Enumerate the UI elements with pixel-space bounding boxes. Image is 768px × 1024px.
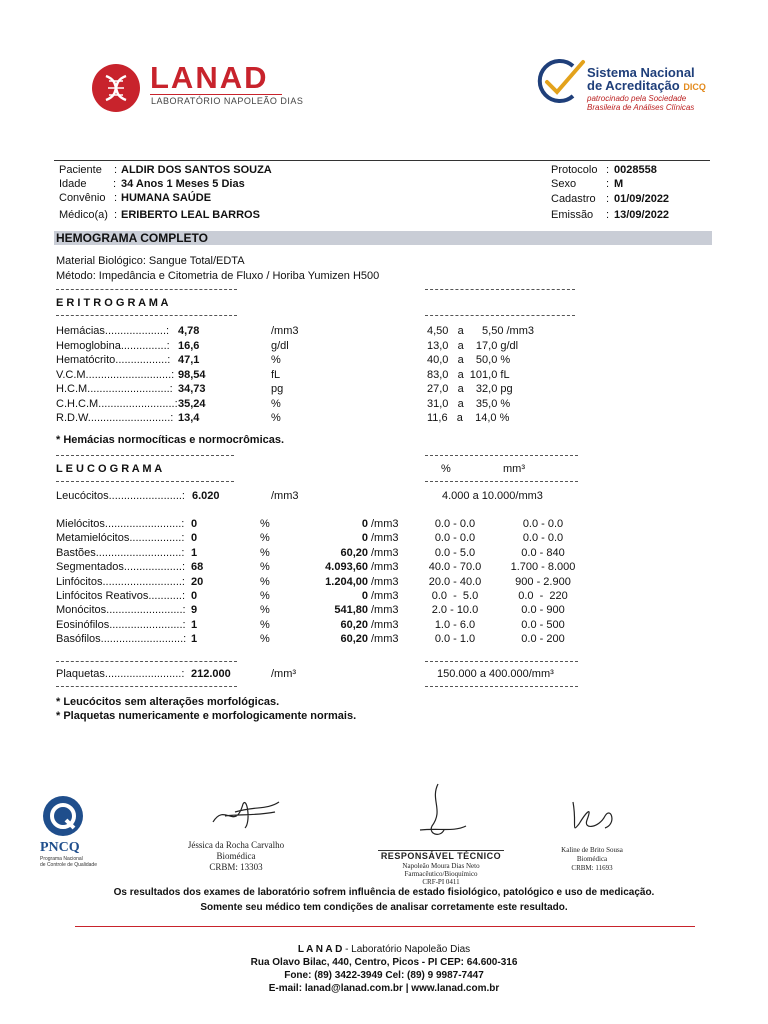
divider	[56, 686, 237, 687]
leucograma-title: L E U C O G R A M A	[56, 463, 163, 475]
emissao-value: 13/09/2022	[614, 209, 670, 221]
leuco-ref-pct: 20.0 - 40.0	[428, 576, 482, 588]
eritro-label: Hemoglobina...............:	[56, 340, 170, 352]
leuco-value: 1	[191, 633, 198, 645]
leuco-label: Linfócitos Reativos...........:	[56, 590, 185, 602]
leuco-ref-pct: 0.0 - 1.0	[434, 633, 476, 645]
leuco-unit: /mm3	[371, 576, 399, 588]
cadastro-value: 01/09/2022	[614, 193, 670, 205]
divider	[425, 455, 578, 456]
lanad-logo-word: LANAD	[150, 60, 269, 95]
eritro-unit: pg	[271, 383, 284, 395]
protocolo-colon: :	[606, 164, 610, 176]
divider	[425, 686, 578, 687]
leuco-unit: /mm3	[371, 561, 399, 573]
sig1-role: Biomédica	[216, 851, 256, 861]
plaquetas-ref: 150.000 a 400.000/mm³	[437, 668, 554, 680]
sig1-reg: CRBM: 13303	[209, 862, 263, 872]
leuco-unit: /mm3	[371, 518, 399, 530]
sig1-name: Jéssica da Rocha Carvalho	[187, 840, 285, 850]
sig3-name: Kaline de Brito Sousa	[561, 846, 623, 854]
eritro-unit: %	[271, 412, 281, 424]
eritro-label: H.C.M...........................:	[56, 383, 173, 395]
pncq-word: PNCQ	[40, 840, 80, 855]
lanad-logo-subtitle: LABORATÓRIO NAPOLEÃO DIAS	[151, 96, 304, 106]
eritro-unit: g/dl	[271, 340, 289, 352]
plaquetas-label: Plaquetas.........................:	[56, 668, 185, 680]
plaquetas-value: 212.000	[191, 668, 231, 680]
medico-label: Médico(a)	[59, 209, 108, 221]
leuco-ref-abs: 900 - 2.900	[515, 576, 571, 588]
leuco-ref-pct: 2.0 - 10.0	[431, 604, 479, 616]
signature-2-text	[368, 851, 514, 886]
leucograma-col-pct: %	[441, 463, 451, 475]
leuco-label: Metamielócitos.................:	[56, 532, 185, 544]
leuco-value: 20	[191, 576, 204, 588]
leuco-label: Linfócitos..........................:	[56, 576, 185, 588]
leuco-label: Basófilos...........................:	[56, 633, 187, 645]
leuco-pct: %	[260, 518, 270, 530]
sexo-label: Sexo	[551, 178, 577, 190]
sexo-value: M	[614, 178, 624, 190]
lanad-logo-divider	[150, 94, 282, 95]
eritro-ref: 11,6 a 14,0 %	[427, 412, 510, 424]
sig2-name: Napoleão Moura Dias Neto	[402, 862, 480, 870]
leuco-pct: %	[260, 547, 270, 559]
leuco-value: 68	[191, 561, 204, 573]
leuco-value: 0	[191, 532, 198, 544]
leuco-ref-abs: 0.0 - 0.0	[522, 532, 564, 544]
leuco-unit: /mm3	[371, 604, 399, 616]
exam-material: Material Biológico: Sangue Total/EDTA	[56, 255, 245, 267]
signature-3-text	[540, 846, 644, 873]
leucocitos-label: Leucócitos........................:	[56, 490, 185, 502]
eritrograma-note: * Hemácias normocíticas e normocrômicas.	[56, 434, 285, 446]
leuco-ref-abs: 0.0 - 900	[521, 604, 565, 616]
footer-email-link[interactable]: E-mail: lanad@lanad.com.br	[268, 983, 403, 994]
accreditation-line2	[587, 79, 706, 94]
leuco-ref-pct: 0.0 - 0.0	[434, 532, 476, 544]
leuco-ref-pct: 40.0 - 70.0	[428, 561, 482, 573]
paciente-colon: :	[114, 164, 118, 176]
leuco-unit: /mm3	[371, 633, 399, 645]
sig2-role: Farmacêutico/Bioquímico	[404, 870, 478, 878]
leuco-pct: %	[260, 561, 270, 573]
footer-brand: L A N A D	[297, 944, 343, 955]
leuco-unit: /mm3	[371, 619, 399, 631]
leuco-pct: %	[260, 532, 270, 544]
eritro-value: 4,78	[178, 325, 200, 337]
leuco-value: 0	[191, 518, 198, 530]
leuco-ref-abs: 0.0 - 500	[521, 619, 565, 631]
divider	[56, 661, 237, 662]
eritro-unit: fL	[271, 369, 281, 381]
leuco-pct: %	[260, 604, 270, 616]
leuco-abs: 60,20	[340, 547, 368, 559]
emissao-label: Emissão	[551, 209, 594, 221]
protocolo-label: Protocolo	[551, 164, 598, 176]
leuco-ref-abs: 0.0 - 220	[518, 590, 568, 602]
footer-phone: Fone: (89) 3422-3949 Cel: (89) 9 9987-7447	[284, 970, 484, 981]
leuco-ref-pct: 0.0 - 5.0	[431, 590, 479, 602]
leuco-ref-abs: 0.0 - 840	[521, 547, 565, 559]
accreditation-line2-text: de Acreditação	[587, 78, 680, 93]
leuco-label: Eosinófilos........................:	[56, 619, 186, 631]
idade-colon: :	[113, 178, 117, 190]
convenio-value: HUMANA SAÚDE	[121, 192, 212, 204]
eritro-ref: 13,0 a 17,0 g/dl	[427, 340, 519, 352]
leuco-abs: 0	[361, 532, 368, 544]
eritro-value: 13,4	[178, 412, 200, 424]
leuco-abs: 0	[361, 590, 368, 602]
header-divider	[54, 160, 710, 161]
eritrograma-title: E R I T R O G R A M A	[56, 297, 169, 309]
leucocitos-ref: 4.000 a 10.000/mm3	[442, 490, 543, 502]
pncq-sub	[40, 856, 97, 868]
emissao-colon: :	[606, 209, 610, 221]
convenio-label: Convênio	[59, 192, 106, 204]
leuco-ref-pct: 0.0 - 5.0	[434, 547, 476, 559]
leucocitos-value: 6.020	[192, 490, 220, 502]
accreditation-line1: Sistema Nacional	[587, 65, 695, 80]
leuco-label: Mielócitos.........................:	[56, 518, 185, 530]
leuco-pct: %	[260, 619, 270, 631]
footer-brand-rest: - Laboratório Napoleão Dias	[342, 944, 471, 955]
leuco-ref-abs: 0.0 - 200	[521, 633, 565, 645]
leuco-unit: /mm3	[371, 532, 399, 544]
eritro-unit: /mm3	[271, 325, 299, 337]
divider	[56, 481, 234, 482]
lanad-logo-mark	[92, 64, 140, 112]
divider	[425, 661, 578, 662]
accreditation-text	[587, 66, 706, 112]
protocolo-value: 0028558	[614, 164, 657, 176]
leuco-value: 1	[191, 547, 198, 559]
footer-divider	[75, 926, 695, 927]
pncq-sub1: Programa Nacional	[40, 856, 83, 862]
signature-3-mark	[565, 794, 621, 838]
leucograma-col-mm3: mm³	[503, 463, 525, 475]
divider	[425, 481, 578, 482]
exam-method: Método: Impedância e Citometria de Fluxo / Horiba Yumizen H500	[56, 270, 380, 282]
footer-address: Rua Olavo Bilac, 440, Centro, Picos - PI CEP: 64.600-316	[250, 957, 518, 968]
sig3-reg: CRBM: 11693	[571, 864, 613, 872]
leuco-abs: 4.093,60	[325, 561, 368, 573]
leuco-abs: 60,20	[340, 619, 368, 631]
eritro-label: R.D.W...........................:	[56, 412, 174, 424]
leuco-pct: %	[260, 576, 270, 588]
eritro-label: Hematócrito.................:	[56, 354, 171, 366]
plaquetas-unit: /mm³	[271, 668, 297, 680]
footer-web-link[interactable]: www.lanad.com.br	[411, 983, 500, 994]
idade-label: Idade	[59, 178, 87, 190]
eritro-value: 35,24	[178, 398, 206, 410]
eritro-label: Hemácias....................:	[56, 325, 170, 337]
leuco-value: 9	[191, 604, 198, 616]
eritro-ref: 40,0 a 50,0 %	[427, 354, 511, 366]
leuco-value: 0	[191, 590, 198, 602]
leuco-ref-abs: 1.700 - 8.000	[510, 561, 576, 573]
eritro-value: 47,1	[178, 354, 200, 366]
leuco-abs: 60,20	[340, 633, 368, 645]
eritro-label: V.C.M............................:	[56, 369, 175, 381]
plaquetas-note: * Plaquetas numericamente e morfologicamente normais.	[56, 710, 357, 722]
sig3-role: Biomédica	[576, 855, 608, 863]
signature-2-mark	[410, 780, 470, 846]
divider	[56, 315, 237, 316]
eritro-unit: %	[271, 398, 281, 410]
disclaimer-line1: Os resultados dos exames de laboratório sofrem influência de estado fisiológico, patológico e uso de medicação.	[113, 887, 655, 898]
eritro-ref: 83,0 a 101,0 fL	[427, 369, 510, 381]
sig2-reg: CRF-PI 0411	[422, 878, 460, 886]
signature-1-text	[176, 840, 296, 873]
sexo-colon: :	[606, 178, 610, 190]
divider	[425, 315, 575, 316]
eritro-ref: 27,0 a 32,0 pg	[427, 383, 513, 395]
divider	[56, 455, 234, 456]
footer-contact	[0, 983, 768, 994]
pncq-sub2: de Controle de Qualidade	[40, 862, 97, 868]
leuco-label: Bastões............................:	[56, 547, 185, 559]
leuco-ref-pct: 0.0 - 0.0	[434, 518, 476, 530]
eritro-label: C.H.C.M.........................:	[56, 398, 178, 410]
leuco-label: Monócitos.........................:	[56, 604, 186, 616]
convenio-colon: :	[114, 192, 118, 204]
footer-line1	[0, 944, 768, 955]
accreditation-check-icon	[533, 56, 589, 106]
leuco-value: 1	[191, 619, 198, 631]
eritro-value: 16,6	[178, 340, 200, 352]
medico-colon: :	[114, 209, 118, 221]
leuco-ref-abs: 0.0 - 0.0	[522, 518, 564, 530]
disclaimer-line2: Somente seu médico tem condições de analisar corretamente este resultado.	[200, 902, 568, 913]
footer-separator: |	[402, 983, 412, 994]
leuco-label: Segmentados...................:	[56, 561, 186, 573]
divider	[56, 289, 237, 290]
leuco-unit: /mm3	[371, 547, 399, 559]
eritro-value: 98,54	[178, 369, 206, 381]
accreditation-line3: patrocinado pela Sociedade	[587, 94, 687, 103]
idade-value: 34 Anos 1 Meses 5 Dias	[121, 178, 245, 190]
leucocitos-unit: /mm3	[271, 490, 299, 502]
leuco-abs: 1.204,00	[325, 576, 368, 588]
leuco-unit: /mm3	[371, 590, 399, 602]
leuco-ref-pct: 1.0 - 6.0	[434, 619, 476, 631]
eritro-unit: %	[271, 354, 281, 366]
cadastro-colon: :	[606, 193, 610, 205]
leucocitos-note: * Leucócitos sem alterações morfológicas.	[56, 696, 280, 708]
accreditation-tag: DICQ	[683, 82, 706, 92]
eritro-value: 34,73	[178, 383, 206, 395]
eritro-ref: 31,0 a 35,0 %	[427, 398, 511, 410]
leuco-abs: 0	[361, 518, 368, 530]
signature-1-mark	[205, 792, 285, 838]
divider	[425, 289, 575, 290]
eritro-ref: 4,50 a 5,50 /mm3	[427, 325, 534, 337]
medico-value: ERIBERTO LEAL BARROS	[121, 209, 260, 221]
accreditation-line4: Brasileira de Análises Clínicas	[587, 103, 695, 112]
leuco-pct: %	[260, 633, 270, 645]
paciente-label: Paciente	[59, 164, 102, 176]
paciente-value: ALDIR DOS SANTOS SOUZA	[121, 164, 272, 176]
pncq-logo-icon	[40, 795, 86, 839]
leuco-abs: 541,80	[334, 604, 368, 616]
leuco-pct: %	[260, 590, 270, 602]
exam-title: HEMOGRAMA COMPLETO	[56, 231, 208, 245]
cadastro-label: Cadastro	[551, 193, 596, 205]
sig2-title: RESPONSÁVEL TÉCNICO	[380, 851, 502, 861]
